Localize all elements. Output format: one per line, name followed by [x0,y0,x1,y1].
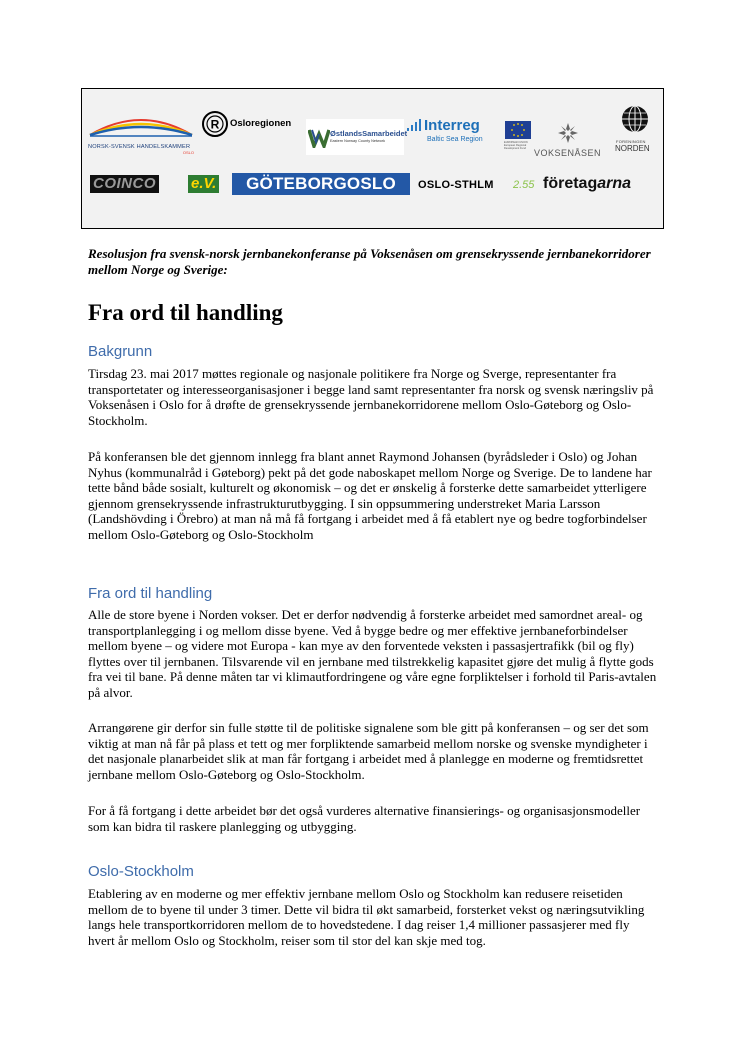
resolution-intro: Resolusjon fra svensk-norsk jernbanekonferanse på Voksenåsen om grensekryssende jernbanekorridorer mellom Norge og Sverige: [88,246,651,277]
foreningen-norden-logo [613,105,657,161]
interreg-bars-icon [407,119,425,133]
heading-fra-ord: Fra ord til handling [88,585,213,602]
eu-caption: EUROPEAN UNION European Regional Development Fund [504,141,528,150]
oslo-sthlm-label: OSLO-STHLM [418,179,494,191]
paragraph-bakgrunn-1: Tirsdag 23. mai 2017 møttes regionale og nasjonale politikere fra Norge og Sverge, representanter fra transportetater og interesseorganisasjoner i begge land samt representanter fra norsk og svensk næringsliv på Voksenåsen i Oslo for å drøfte de grensekryssende jernbanekorridorene mellom Oslo-Gøteborg og Oslo-Stockholm. [88,366,654,428]
paragraph-fra-ord-3: For å få fortgang i dette arbeidet bør det også vurderes alternative finansierings- og organisasjonsmodeller som kan bidra til raskere planlegging og utbygging. [88,803,641,834]
voksenasen-flower-icon [556,121,580,145]
foretagarna-logo [543,175,663,195]
globe-icon [621,105,649,133]
coinco-logo [90,175,228,195]
ostlands-label: ØstlandsSamarbeidet [330,129,408,138]
goteborg-oslo-label: GÖTEBORGOSLO [246,174,396,193]
oslo-sthlm-number: 2.55 [513,179,535,191]
sponsor-logo-banner [81,88,664,229]
voksenasen-label: VOKSENÅSEN [534,148,602,158]
norsk-svensk-sub: OSLO [182,150,194,155]
interreg-logo [407,115,535,155]
coinco-ev-label: e.V. [188,175,219,193]
bridge-arc-icon [88,111,194,139]
document-title: Fra ord til handling [88,300,283,325]
paragraph-bakgrunn-2: På konferansen ble det gjennom innlegg fra blant annet Raymond Johansen (byrådsleder i Oslo) og Johan Nyhus (kommunalråd i Gøteborg) pekt på det gode naboskapet mellom Norge og Sverige. De to landene har tette bånd både sosialt, kulturelt og økonomisk – og det er ønskelig å forsterke dette samarbeidet ytterligere gjennom grensekryssende infrastrukturutbygging. I sin oppsummering understreket Maria Larsson (Landshövding i Örebro) at man nå må få fortgang i arbeidet med å få etablert nye og bedre togforbindelser mellom Oslo-Gøteborg og Oslo-Stockholm [88,449,652,542]
osloregionen-emblem-icon [202,111,228,137]
ostlandssamarbeidet-logo [306,119,408,155]
norden-label: NORDEN [615,144,650,153]
ostlands-sub: Eastern Norway County Network [330,139,386,143]
foretagarna-label-2: arna [597,175,632,192]
paragraph-fra-ord-2: Arrangørene gir derfor sin fulle støtte til de politiske signalene som ble gitt på konferansen – og ser det som viktig at man nå får på plass et tett og mer forpliktende samarbeid mellom norske og svenske myndigheter i det nasjonale planarbeidet slik at man får fortgang i arbeidet med å planlegge en moderne og fremtidsrettet jernbane mellom Oslo-Gøteborg og Oslo-Stockholm. [88,720,649,782]
paragraph-oslo-stockholm-1: Etablering av en moderne og mer effektiv jernbane mellom Oslo og Stockholm kan redusere reisetiden mellom de to byene til under 3 timer. Dette vil bidra til økt samarbeid, forsterket vekst og næringsutvikling langs hele transportkorridoren mellom de to hovedstedene. I dag reiser 1,4 millioner passasjerer med fly hvert år mellom Oslo og Stockholm, reiser som til stor del kan skje med tog. [88,886,645,948]
osloregionen-logo [202,111,302,141]
heading-bakgrunn: Bakgrunn [88,343,153,360]
norsk-svensk-handelskammer-logo [88,111,194,153]
norsk-svensk-label: NORSK-SVENSK HANDELSKAMMER [88,144,191,150]
document-body [88,246,658,948]
eu-flag-icon [505,121,531,139]
osloregionen-label: Osloregionen [230,118,292,129]
coinco-label: COINCO [90,175,159,193]
foreningen-label: FORENINGEN [616,139,646,144]
goteborg-oslo-logo [232,173,410,195]
voksenasen-logo [534,121,604,161]
svg-text:R: R [210,117,220,132]
interreg-sub: Baltic Sea Region [427,136,483,143]
heading-oslo-stockholm: Oslo-Stockholm [88,863,194,880]
interreg-label: Interreg [424,117,480,134]
foretagarna-label-1: företag [543,175,598,192]
oslo-sthlm-logo [418,179,543,195]
paragraph-fra-ord-1: Alle de store byene i Norden vokser. Det er derfor nødvendig å forsterke arbeidet med samordnet areal- og transportplanlegging i og mellom disse byene. Ved å bygge bedre og mer effektive jernbaneforbindelser mellom byene – og videre mot Europa - kan mye av den forventede veksten i passasjertrafikk (bil og fly) flyttes over til jernbanen. Tilsvarende vil en jernbane med tilstrekkelig kapasitet gjøre det mulig å flytte gods fra vei til bane. På denne måten tar vi klimautfordringene og våre egne forpliktelser i forhold til Paris-avtalen på alvor. [88,607,657,700]
ostlands-emblem-icon [308,128,330,148]
